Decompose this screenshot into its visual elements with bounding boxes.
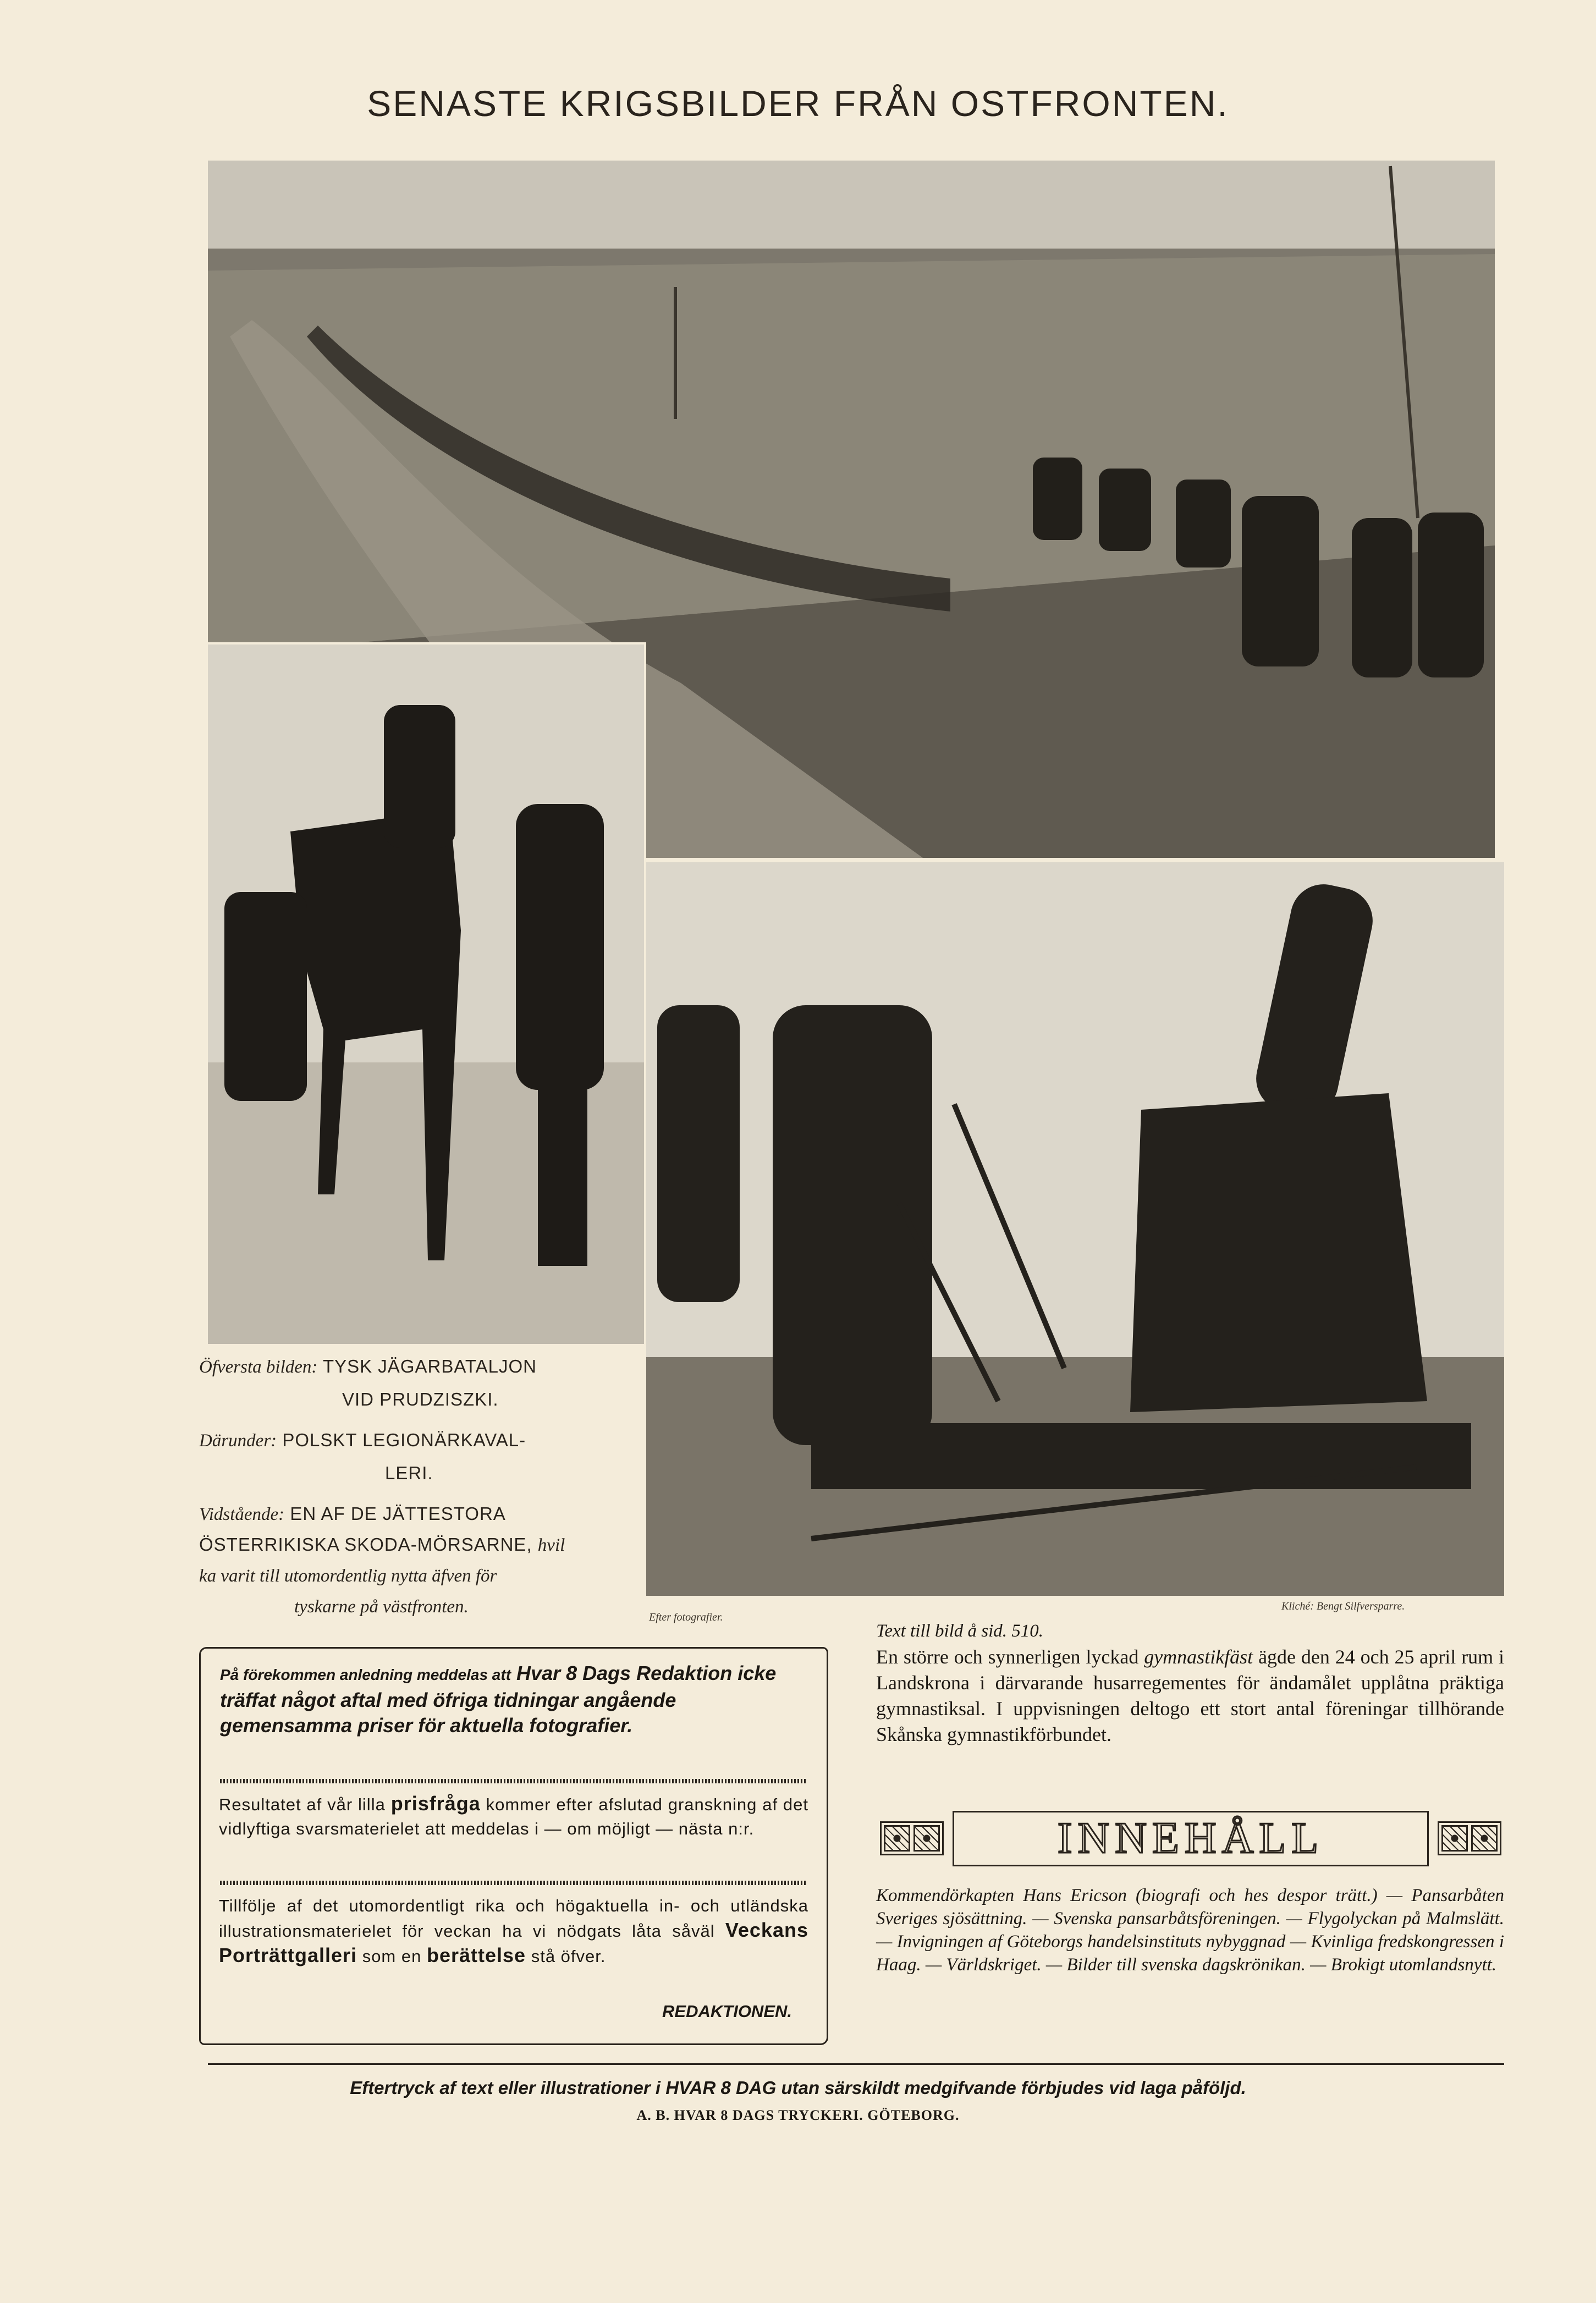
contents-heading-bar — [880, 1808, 1501, 1869]
notice-lead — [220, 1661, 806, 1738]
notice-para-1b: kommer efter afslutad granskning af det vidlyftiga svarsmaterielet att meddelas i — om möjligt — nästa n:r. — [219, 1795, 808, 1838]
photo-skoda-mortar — [646, 860, 1504, 1596]
caption-italic-line-7: ka varit till utomordentlig nytta äfven för — [199, 1566, 497, 1586]
footer-rule — [208, 2063, 1504, 2065]
caption-line-4: LERI. — [385, 1463, 433, 1483]
caption-line-3 — [199, 1430, 526, 1451]
caption-line-5 — [199, 1503, 506, 1525]
contents-heading: INNEHÅLL — [953, 1811, 1429, 1866]
caption-line-1 — [199, 1356, 537, 1378]
notice-divider-1 — [220, 1779, 806, 1783]
article-body-a: En större och synnerligen lyckad — [876, 1646, 1139, 1668]
notice-signoff: REDAKTIONEN. — [662, 2002, 792, 2021]
caption-italic-line-8: tyskarne på västfronten. — [294, 1597, 469, 1617]
ornament-left-icon — [880, 1821, 944, 1855]
caption-text-top: TYSK JÄGARBATALJON — [322, 1356, 537, 1376]
notice-para-2a: Tillfölje af det utomordentligt rika och högaktuella in- och utländska illustrationsmaterielet för veckan ha vi nödgats låta såväl — [219, 1896, 808, 1941]
notice-lead-rest: Redaktion icke träffat något aftal med öfriga tidningar angående gemensamma priser för aktuella fotografier. — [220, 1662, 777, 1737]
caption-line-6 — [199, 1534, 565, 1556]
caption-line-2: VID PRUDZISZKI. — [342, 1389, 499, 1409]
notice-para-gallery — [219, 1894, 808, 1969]
ornament-right-icon — [1438, 1821, 1501, 1855]
notice-lead-brand: Hvar 8 Dags — [516, 1662, 631, 1684]
article-body-italic: gymnastikfäst — [1144, 1646, 1253, 1668]
notice-divider-2 — [220, 1881, 806, 1885]
article-body-b: ägde den 24 och 25 april rum i Landskrona i därvarande husarregementes för ändamålet upplåtna präktiga gymnastiksal. I uppvisningen deltogo ett stort antal föreningar tillhörande Skånska gymnastikförbundet. — [876, 1646, 1505, 1745]
caption-text-below: POLSKT LEGIONÄRKAVAL- — [282, 1430, 526, 1450]
notice-para-2-bold2: berättelse — [426, 1944, 526, 1966]
notice-lead-prefix: På förekommen anledning meddelas att — [220, 1666, 511, 1683]
caption-text-beside: EN AF DE JÄTTESTORA — [290, 1503, 506, 1524]
notice-para-1a: Resultatet af vår lilla — [219, 1795, 386, 1814]
caption-label-beside: Vidstående: — [199, 1505, 285, 1524]
contents-list: Kommendörkapten Hans Ericson (biografi och hes despor trätt.) — Pansarbåten Sveriges sjösättning. — Svenska pansarbåtsföreningen. — Flygolyckan på Malmslätt. — Invigningen af Göteborgs handelsinstituts nybyggnad — Kvinliga fredskongressen i Haag. — Världskriget. — Bilder till svenska dagskrönikan. — Brokigt utomlandsnytt. — [876, 1886, 1504, 1975]
notice-para-2c: stå öfver. — [531, 1947, 606, 1966]
photo-legion-cavalry — [208, 642, 646, 1344]
notice-para-2-bold: Veckans Porträttgalleri — [219, 1919, 808, 1966]
caption-label-top: Öfversta bilden: — [199, 1357, 318, 1377]
footer-copyright: Eftertryck af text eller illustrationer i HVAR 8 DAG utan särskildt medgifvande förbjudes vid laga påföljd. — [350, 2078, 1246, 2098]
notice-para-prize — [219, 1792, 808, 1841]
caption-italic-hvil: hvil — [537, 1535, 565, 1555]
article-ref: Text till bild å sid. 510. — [876, 1621, 1044, 1641]
cliche-credit: Kliché: Bengt Silfversparre. — [1281, 1600, 1405, 1612]
caption-line-7 — [199, 1565, 497, 1586]
caption-label-below: Därunder: — [199, 1431, 277, 1451]
notice-para-1-bold: prisfråga — [390, 1792, 481, 1815]
article-body — [876, 1644, 1504, 1748]
notice-para-2b: som en — [362, 1947, 422, 1966]
photo-credit: Efter fotografier. — [649, 1611, 723, 1623]
caption-line-8 — [294, 1596, 469, 1617]
page-title: SENASTE KRIGSBILDER FRÅN OSTFRONTEN. — [367, 83, 1229, 124]
caption-text-skoda: ÖSTERRIKISKA SKODA-MÖRSARNE, — [199, 1534, 532, 1555]
footer-printer: A. B. HVAR 8 DAGS TRYCKERI. GÖTEBORG. — [636, 2107, 960, 2123]
